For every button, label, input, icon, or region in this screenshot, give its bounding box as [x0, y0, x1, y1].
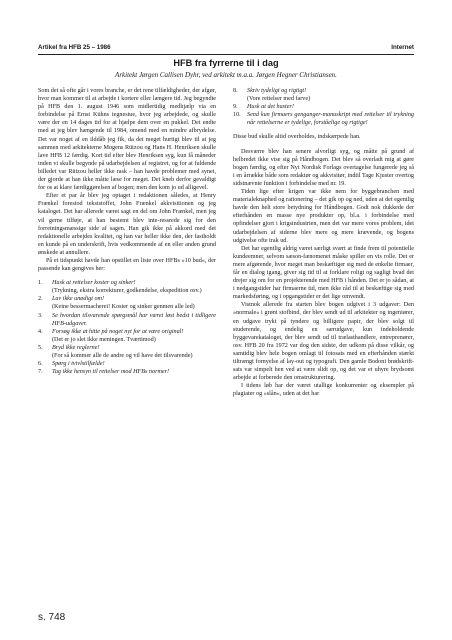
list-number: 3.	[38, 312, 43, 319]
list-number: 5.	[38, 344, 43, 351]
list-text: Se hvordan tilsvarende spørgsmål har været løst bedst i tidligere HFB-udgaver.	[52, 312, 216, 327]
list-text: Tag ikke hensyn til rettelser mod HFBs normer!	[52, 369, 170, 376]
list-item	[38, 344, 216, 360]
list-number: 1.	[38, 280, 43, 287]
rules-list-continued	[233, 87, 414, 127]
rules-list	[38, 279, 216, 376]
paragraph: Efter et par år blev jeg optaget i redaktionen således, at Henry Frænkel forestod tekststoffet, John Frænkel akkvisitionen og jeg kataloget. Det har allerede været sagt en del om John Frænkel, men jeg vil gerne tilføje, at han bestemt blev inte-ressrede sig for den forretningsmæssige side af sagen. Han gik ikke på akkord med det redaktionelle arbejdes kvalitet, og han var heller ikke den, der fastholdt en kunde på en underskrift, hvis vedkommende af en eller anden grund ønskede at annullere.	[38, 193, 216, 256]
paragraph: Som det så ofte går i vores branche, er det rene tilfældigheder, der afgør, hvor man kommer til at arbejde i kortere eller længere tid. Jeg begyndte på HFB den 1. august 1946 som midlertidig medhjælp via en forbindelse på Ernst Kühns tegnestue, hvor jeg arbejdede, og skulle være der en 14 dages tid for at hjælpe dem over en pukkel. Det endte med at jeg blev hængende til 1984, omend med en mindre afbrydelse. Det var noget af en ilddåb jeg fik, da det meget hurtigt blev til at jeg sammen med arkitekterne Mogens Rützou og Hans H. Henriksen skulle lave HFB 12 færdig. Kort tid efter blev Henriksen syg, kun få måneder inden vi skulle begynde på udarbejdelsen af registret, og for at fuldende billedet var Rützou heller ikke rask – han havde problemer med synet, der gjorde at han ikke måtte læse for meget. Det kneb derfor gevaldigt for os at klare færdiggørelsen af bogen; men den kom jo ud alligevel.	[38, 88, 216, 192]
list-item	[38, 360, 216, 368]
list-item	[38, 368, 216, 376]
article-byline: Arkitekt Jørgen Callisen Dyhr, ved arkitekt m.a.a. Jørgen Hegner Christiansen.	[115, 71, 337, 79]
list-item	[38, 328, 216, 344]
paragraph: Det har egentlig aldrig været særligt svært at finde frem til potentielle kundeemner, selvom sæson-fænomenet måske spiller en vis rolle. Det er mere afgørende, hvor meget man beskæftiger sig med de enkelte firmaer, får en dialog igang, giver sig tid til at forklare roligt og sagligt hvad det drejer sig om for en projekterende med HFB i hånden. Det er jo sådan, at i nedgangstider har firmaerne tid, men ikke råd til at beskæftige sig med markedsføring, og i opgangstider er det lige omvendt.	[233, 245, 414, 301]
left-column	[38, 87, 216, 376]
list-note: (Vore rettelser med farve)	[247, 96, 311, 103]
list-text: Husk at det haster!	[247, 104, 294, 111]
header-source: Artikel fra HFB 25 – 1986	[38, 44, 111, 51]
list-number: 2.	[38, 296, 43, 303]
paragraph: På et tidspunkt havde han opstillet en liste over HFBs »10 bud«, der passende kan gengives her:	[38, 257, 216, 273]
list-note: (Det er jo slet ikke meningen. Tværtimod)	[52, 336, 156, 343]
list-number: 6.	[38, 361, 43, 368]
list-text: Bryd ikke reglerne!	[52, 344, 100, 351]
list-text: Send kun firmaers genganger-manuskript med rettelser til trykning når rettelserne er tydelige, forståelige og rigtige!	[247, 112, 414, 127]
list-number: 10.	[233, 112, 241, 119]
list-number: 9.	[233, 104, 238, 111]
list-text: Forsøg ikke at hitte på noget nyt for at være original!	[52, 328, 184, 335]
list-number: 4.	[38, 328, 43, 335]
list-item	[38, 295, 216, 311]
list-item	[38, 279, 216, 295]
paragraph: Vistnok allerede fra starten blev bogen udgivet i 3 udgaver: Den »normale« i grønt stofbind, der blev sendt ud til arkitekter og ingeniører, en udgave trykt på tyndere og billigere papir, der blev solgt til studerende, og endelig en særudgave, kun indeholdende byggevarekataloget, der blev sendt ud til trælasthandlere, entreprenører, osv. HFB 20 fra 1972 var dog den sidste, der udkom på disse vilkår, og samtidig blev hele bogen omlagt til fotosats med en efterhånden stærkt tiltrængt fornyelse af lay-out og typografi. Den gamle Bodoni brødskrift-sats var simpelt hen ved at være slidt op, og det var et uhyre brydsomt arbejde at forberede den omstrukturering.	[233, 302, 414, 382]
header-rule	[38, 54, 414, 55]
list-item	[233, 87, 414, 103]
paragraph: I tidens løb har der været utallige konkurrenter og eksempler på plagiater og »slån«, uden at det har	[233, 383, 414, 398]
list-item	[38, 312, 216, 328]
list-note: (Trykning, ekstra korrekturer, godkendelse, ekspedition osv.)	[52, 288, 202, 295]
paragraph: Tiden lige efter krigen var ikke nem for byggebranchen med materialeknaphed og rationering – det gik op og ned, uden at det egentlig havde den helt store betydning for Håndbogen. Godt nok dukkede der efterhånden en masse nye produkter op, bl.a. i forbindelse med opfindelser gjort i krigsindustrien, men det var mere vores problem, idet udarbejdelsen af siderne blev mere og mere krævende, og bogens udgivelse ofte trak ud.	[233, 189, 414, 244]
right-column	[233, 87, 414, 398]
page-number: s. 748	[38, 612, 66, 623]
paragraph: Desværre blev han senere alvorligt syg, og måtte på grund af helbredet ikke vise sig på Håndbogen. Det blev så overladt mig at gøre bogen færdig, og efter Nyt Nordisk Forlags overtagelse fungerede jeg så i en årrække både som redaktør og akkvisitør, indtil Tage Kjuster overtog sidstnævnte funktion i forbindelse med nr. 19.	[233, 148, 414, 187]
list-item	[233, 111, 414, 127]
list-text: Spørg i tvivlstilfælde!	[52, 361, 105, 368]
list-note: (Keine bessermacherei! Koster og sinker genmen alle led)	[52, 304, 195, 311]
list-text: Lav ikke unødigt om!	[52, 296, 105, 303]
list-number: 7.	[38, 369, 43, 376]
running-header	[38, 44, 414, 54]
list-item	[233, 103, 414, 111]
list-text: Husk at rettelser koster og sinker!	[52, 280, 136, 287]
header-section: Internet	[391, 44, 414, 51]
list-text: Skriv tydeligt og rigtigt!	[247, 88, 307, 94]
paragraph: Disse bud skulle altid overholdes, indskærpede han.	[233, 134, 361, 141]
list-number: 8.	[233, 88, 238, 94]
list-note: (For så kommer alle de andre og vil have det tilsvarende)	[52, 353, 193, 359]
article-title: HFB fra fyrrerne til i dag	[173, 58, 279, 68]
